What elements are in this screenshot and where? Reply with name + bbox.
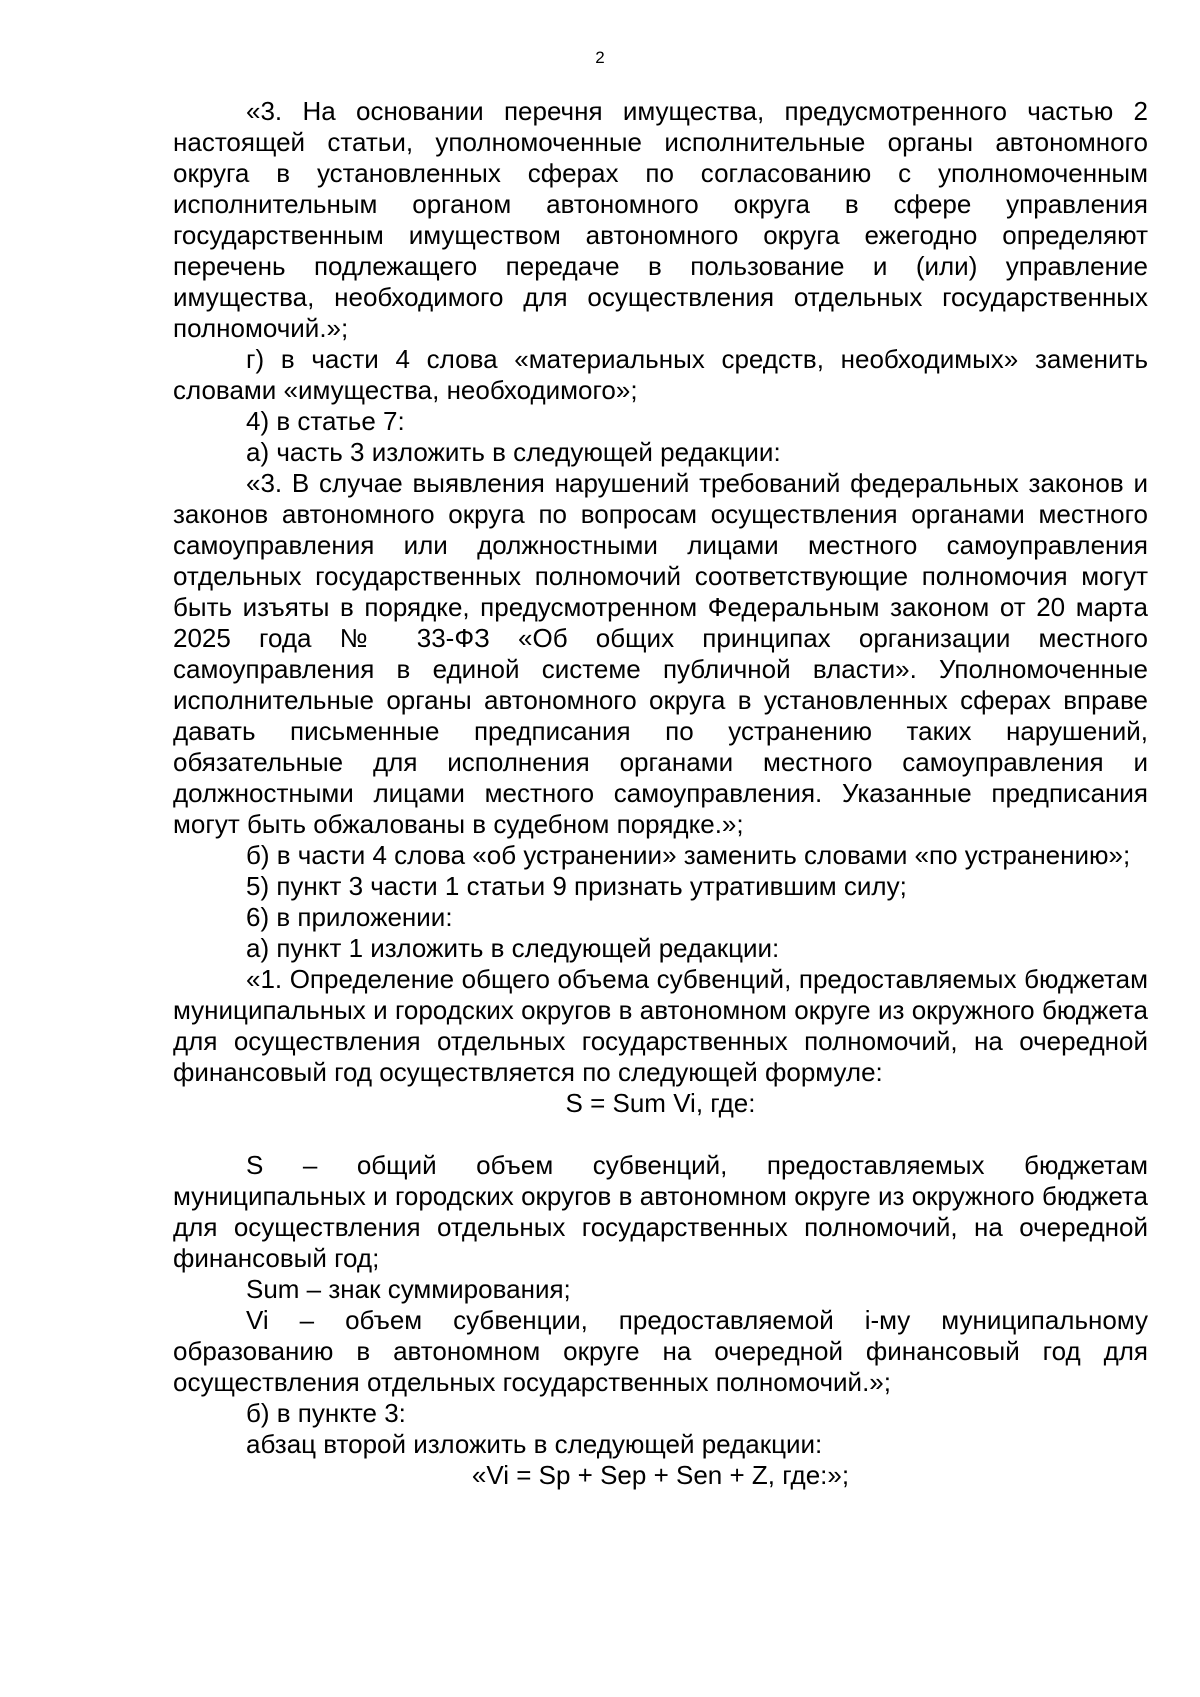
paragraph-s-definition: S – общий объем субвенций, предоставляемых бюджетам муниципальных и городских округов в автономном округе из окружного бюджета для осуществления отдельных государственных полномочий, на очередной финансовый год;	[173, 1150, 1148, 1273]
paragraph-item-4: 4) в статье 7:	[246, 406, 405, 436]
paragraph-subitem-a-part3: а) часть 3 изложить в следующей редакции:	[246, 437, 781, 467]
document-body	[173, 96, 1148, 1491]
paragraph-subitem-b-point3: б) в пункте 3:	[246, 1398, 406, 1428]
paragraph-subitem-a-point1: а) пункт 1 изложить в следующей редакции:	[246, 933, 780, 963]
paragraph-sum-definition: Sum – знак суммирования;	[246, 1274, 571, 1304]
paragraph-item-5: 5) пункт 3 части 1 статьи 9 признать утратившим силу;	[246, 871, 907, 901]
paragraph-subitem-g: г) в части 4 слова «материальных средств, необходимых» заменить словами «имущества, необходимого»;	[173, 344, 1148, 405]
paragraph-subitem-b-part4: б) в части 4 слова «об устранении» заменить словами «по устранению»;	[246, 840, 1131, 870]
formula-s-sum: S = Sum Vi, где:	[565, 1088, 756, 1118]
formula-vi: «Vi = Sp + Sep + Sen + Z, где:»;	[471, 1460, 850, 1490]
paragraph-item-3-text: «3. На основании перечня имущества, предусмотренного частью 2 настоящей статьи, уполномоченные исполнительные органы автономного округа в установленных сферах по согласованию с уполномоченным исполнительным органом автономного округа в сфере управления государственным имуществом автономного округа ежегодно определяют перечень подлежащего передаче в пользование и (или) управление имущества, необходимого для осуществления отдельных государственных полномочий.»;	[173, 96, 1148, 343]
paragraph-second-abzac: абзац второй изложить в следующей редакции:	[246, 1429, 823, 1459]
paragraph-part-3-text: «3. В случае выявления нарушений требований федеральных законов и законов автономного округа по вопросам осуществления органами местного самоуправления или должностными лицами местного самоуправления отдельных государственных полномочий соответствующие полномочия могут быть изъяты в порядке, предусмотренном Федеральным законом от 20 марта 2025 года № 33-ФЗ «Об общих принципах организации местного самоуправления в единой системе публичной власти». Уполномоченные исполнительные органы автономного округа в установленных сферах вправе давать письменные предписания по устранению таких нарушений, обязательные для исполнения органами местного самоуправления и должностными лицами местного самоуправления. Указанные предписания могут быть обжалованы в судебном порядке.»;	[173, 468, 1148, 839]
page-number: 2	[595, 48, 605, 67]
paragraph-point-1-text: «1. Определение общего объема субвенций, предоставляемых бюджетам муниципальных и городских округов в автономном округе из окружного бюджета для осуществления отдельных государственных полномочий, на очередной финансовый год осуществляется по следующей формуле:	[173, 964, 1148, 1087]
paragraph-item-6: 6) в приложении:	[246, 902, 453, 932]
paragraph-vi-definition: Vi – объем субвенции, предоставляемой i-му муниципальному образованию в автономном округе на очередной финансовый год для осуществления отдельных государственных полномочий.»;	[173, 1305, 1148, 1397]
